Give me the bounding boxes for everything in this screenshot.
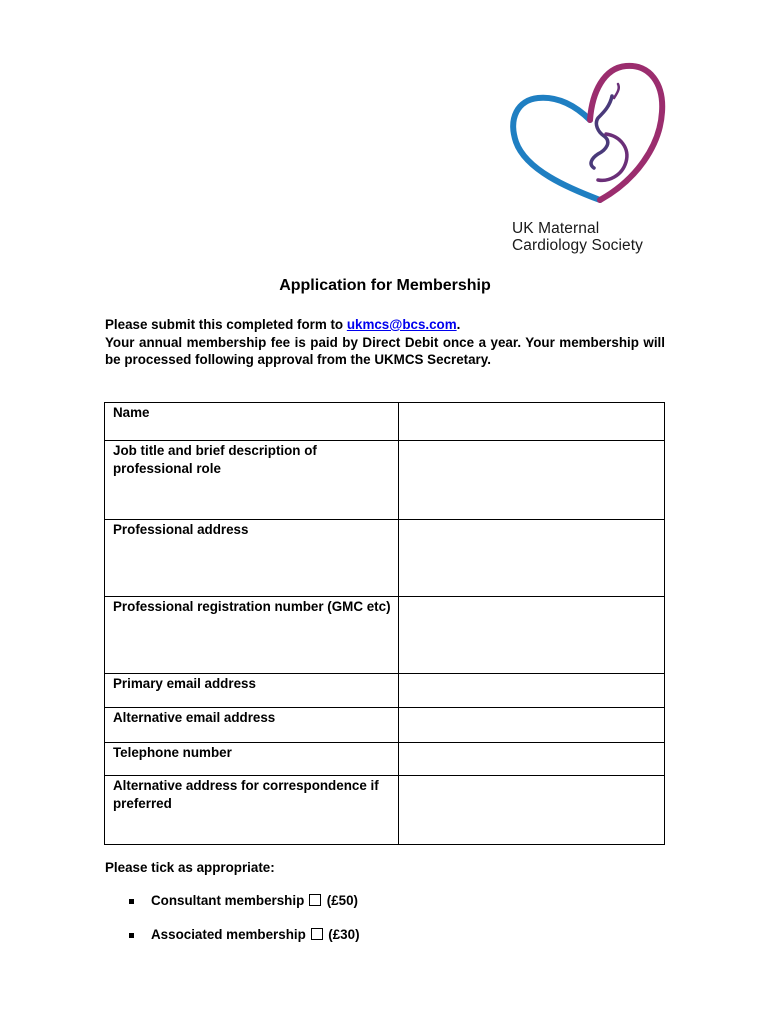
job-title-field[interactable] (399, 441, 665, 520)
primary-email-field[interactable] (399, 674, 665, 708)
option-fee: (£50) (326, 893, 359, 908)
form-row-primary-email (105, 674, 665, 708)
form-label: Telephone number (105, 743, 399, 776)
option-label: Consultant membership (151, 893, 305, 908)
form-row-registration-number (105, 597, 665, 674)
form-label: Alternative address for correspondence if preferred (105, 776, 399, 845)
form-label: Professional address (105, 520, 399, 597)
option-fee: (£30) (328, 927, 360, 942)
fee-paragraph: Your annual membership fee is paid by Direct Debit once a year. Your membership will be processed following approval from the UKMCS Secretary. (105, 334, 665, 367)
heart-logo-icon (508, 62, 668, 212)
form-row-alternative-address (105, 776, 665, 845)
form-label: Name (105, 403, 399, 441)
membership-form-table (104, 402, 665, 845)
registration-number-field[interactable] (399, 597, 665, 674)
form-row-name (105, 403, 665, 441)
bullet-icon (129, 933, 134, 938)
option-label: Associated membership (151, 927, 306, 942)
intro-text (105, 316, 665, 369)
form-label: Primary email address (105, 674, 399, 708)
alternative-email-field[interactable] (399, 708, 665, 743)
option-text (151, 927, 360, 942)
email-link[interactable]: ukmcs@bcs.com (346, 317, 457, 332)
consultant-checkbox[interactable] (309, 894, 321, 906)
logo-line-1: UK Maternal (512, 220, 600, 237)
tick-heading: Please tick as appropriate: (105, 860, 275, 875)
option-text (151, 893, 358, 908)
submit-prefix: Please submit this completed form to (105, 317, 347, 332)
form-row-job-title (105, 441, 665, 520)
associated-checkbox[interactable] (311, 928, 323, 940)
alternative-address-field[interactable] (399, 776, 665, 845)
submit-suffix: . (456, 317, 461, 332)
page-title: Application for Membership (279, 277, 491, 294)
form-label: Professional registration number (GMC etc) (105, 597, 399, 674)
form-label: Alternative email address (105, 708, 399, 743)
form-row-telephone (105, 743, 665, 776)
ukmcs-logo (508, 62, 668, 262)
form-label: Job title and brief description of professional role (105, 441, 399, 520)
logo-wordmark (512, 220, 643, 254)
submit-instruction (105, 316, 665, 334)
name-field[interactable] (399, 403, 665, 441)
telephone-field[interactable] (399, 743, 665, 776)
form-row-professional-address (105, 520, 665, 597)
form-row-alternative-email (105, 708, 665, 743)
bullet-icon (129, 899, 134, 904)
professional-address-field[interactable] (399, 520, 665, 597)
logo-line-2: Cardiology Society (512, 237, 644, 254)
